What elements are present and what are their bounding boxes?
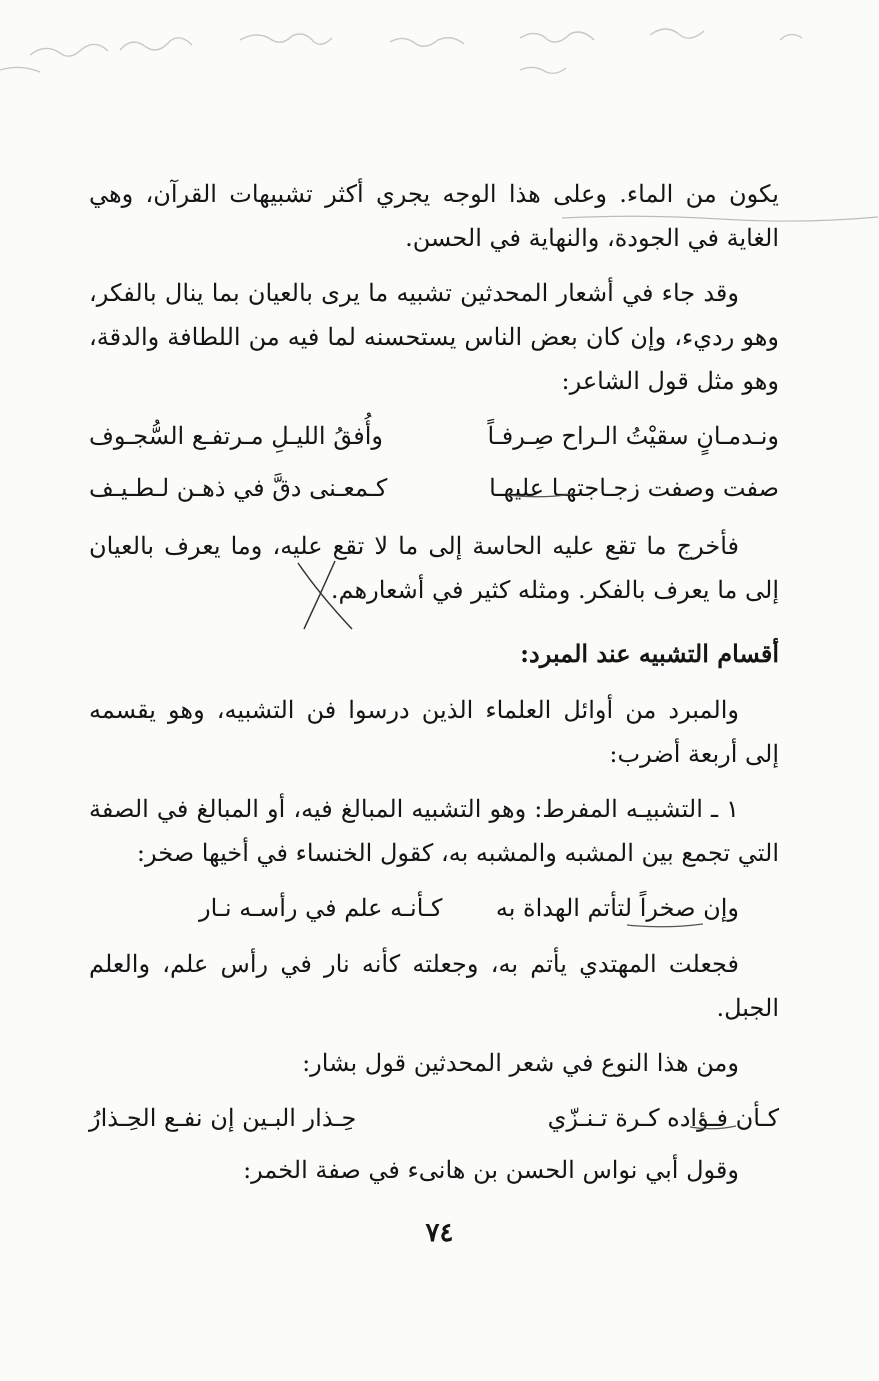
verse-second-hemistich: كـأنـه علم في رأسـه نـار [199, 894, 443, 922]
body-text [89, 172, 779, 1203]
poem-verse [89, 466, 779, 510]
poem-verse [89, 886, 779, 930]
poem-verse [89, 1096, 779, 1140]
verse-first-hemistich: وإن صخراً لتأتم الهداة به [495, 894, 739, 922]
verse-second-hemistich: كـمعـنى دقَّ في ذهـن لـطـيـف [89, 474, 388, 502]
poem-verse [89, 414, 779, 458]
faded-handwriting-scribble [0, 0, 879, 110]
paragraph: ١ ـ التشبيـه المفرط: وهو التشبيه المبالغ فيه، أو المبالغ في الصفة التي تجمع بين المشبه والمشبه به، كقول الخنساء في أخيها صخر: [89, 795, 779, 867]
verse-first-hemistich: ونـدمـانٍ سقيْتُ الـراح صِـرفـاً [487, 422, 779, 450]
paragraph: وقد جاء في أشعار المحدثين تشبيه ما يرى بالعيان بما ينال بالفكر، وهو رديء، وإن كان بعض الناس يستحسنه لما فيه من اللطافة والدقة، وهو مثل قول الشاعر: [89, 279, 779, 395]
section-heading: أقسام التشبيه عند المبرد: [520, 639, 779, 668]
page-number: ٧٤ [425, 1218, 454, 1248]
verse-second-hemistich: وأُفقُ الليـلِ مـرتفـع السُّجـوف [89, 422, 383, 450]
paragraph: ومن هذا النوع في شعر المحدثين قول بشار: [302, 1049, 739, 1077]
paragraph: والمبرد من أوائل العلماء الذين درسوا فن التشبيه، وهو يقسمه إلى أربعة أضرب: [89, 696, 779, 768]
verse-second-hemistich: حِـذار البـين إن نفـع الحِـذارُ [89, 1104, 357, 1132]
verse-first-hemistich: كـأن فـؤاده كـرة تـنـزّي [547, 1104, 779, 1132]
paragraph: فجعلت المهتدي يأتم به، وجعلته كأنه نار في رأس علم، والعلم الجبل. [89, 950, 779, 1022]
verse-first-hemistich: صفت وصفت زجـاجتهـا عليهـا [489, 474, 779, 502]
paragraph: فأخرج ما تقع عليه الحاسة إلى ما لا تقع عليه، وما يعرف بالعيان إلى ما يعرف بالفكر. ومثله كثير في أشعارهم. [89, 532, 779, 604]
paragraph: وقول أبي نواس الحسن بن هانىء في صفة الخمر: [243, 1156, 739, 1184]
paragraph: يكون من الماء. وعلى هذا الوجه يجري أكثر تشبيهات القرآن، وهي الغاية في الجودة، والنهاية في الحسن. [89, 180, 779, 252]
